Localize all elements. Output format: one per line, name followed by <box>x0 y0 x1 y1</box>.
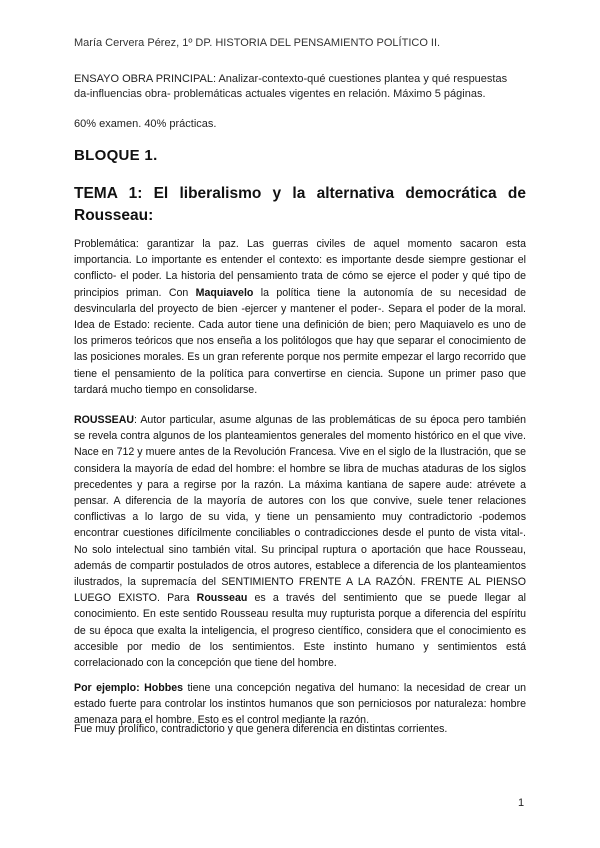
bold-term: Rousseau <box>196 592 248 605</box>
paragraph-text: la política tiene la autonomía de su necesidad de desvincularla del proyecto de bien -ejercer y mantener el poder-. Separa el poder de la moral. Idea de Estado: reciente. Cada autor tiene una definición de bien; pero Maquiavelo es uno de los primeros teóricos que nos enseña a los politólogos que hay que separar el conocimiento de las posiciones morales. Es un gran referente porque nos permite empezar el largo recorrido que tiene el pensamiento de la política para convertirse en ciencia. Supone un primer paso que tardará mucho tiempo en consolidarse. <box>74 286 526 396</box>
page-header: María Cervera Pérez, 1º DP. HISTORIA DEL PENSAMIENTO POLÍTICO II. <box>74 37 441 49</box>
bold-term: ROUSSEAU <box>74 414 135 426</box>
bold-term: Maquiavelo <box>195 286 254 299</box>
paragraph-text: Problemática: garantizar la paz. Las guerras civiles de aquel momento sacaron esta importancia. Lo importante es entender el contexto: es importante desde siempre gestionar el conflicto- el poder. La historia del pensamiento trata de cómo se ejerce el poder y qué tipo de principios priman. Con <box>74 238 526 299</box>
topic-heading: TEMA 1: El liberalismo y la alternativa democrática de Rousseau: <box>74 185 526 224</box>
essay-instructions: ENSAYO OBRA PRINCIPAL: Analizar-contexto-qué cuestiones plantea y qué respuestas da-influencias obra- problemáticas actuales vigentes en relación. Máximo 5 páginas. <box>74 73 508 100</box>
section-heading: BLOQUE 1. <box>74 147 158 164</box>
paragraph-closing: Fue muy prolífico, contradictorio y que genera diferencia en distintas corrientes. <box>74 723 448 735</box>
paragraph-maquiavelo <box>74 236 526 398</box>
paragraph-text: tiene una concepción negativa del humano: la necesidad de crear un estado fuerte para controlar los instintos humanos que son perniciosos por naturaleza: hombre amenaza para el hombre. Esto es el control mediante la razón. <box>74 682 527 727</box>
paragraph-text: es a través del sentimiento que se puede llegar al conocimiento. En este sentido Rousseau resulta muy rupturista porque a diferencia del espíritu de su época que exalta la inteligencia, el progreso científico, considera que el conocimiento es accesible por medio de los sentimientos. Este instinto humano y sentimientos está correlacionado con la concepción que tiene del hombre. <box>74 592 526 670</box>
paragraph-rousseau <box>74 412 526 671</box>
grading-note: 60% examen. 40% prácticas. <box>74 118 217 130</box>
page-number: 1 <box>518 797 525 809</box>
bold-term: Por ejemplo: Hobbes <box>74 682 183 694</box>
paragraph-text: : Autor particular, asume algunas de las problemáticas de su época pero también se revela contra algunos de los planteamientos generales del momento histórico en el que vive. Nace en 712 y muere antes de la Revolución Francesa. Vive en el siglo de la Ilustración, que se considera la mayoría de edad del hombre: el hombre se libra de muchas ataduras de los siglos precedentes y para a regirse por la razón. La máxima kantiana de sapere aude: atrévete a pensar. A diferencia de la mayoría de autores con los que convive, suele tener relaciones conflictivas a lo largo de su vida, y tiene un pensamiento muy contradictorio -podemos encontrar cuestiones difícilmente conciliables o contradicciones desde el punto de vista vital-. No solo intelectual sino también vital. Su principal ruptura o aportación que hace Rousseau, además de compartir postulados de otros autores, establece a diferencia de los planteamientos ilustrados, la supremacía del SENTIMIENTO FRENTE A LA RAZÓN. FRENTE AL PIENSO LUEGO EXISTO. Para <box>74 414 526 605</box>
